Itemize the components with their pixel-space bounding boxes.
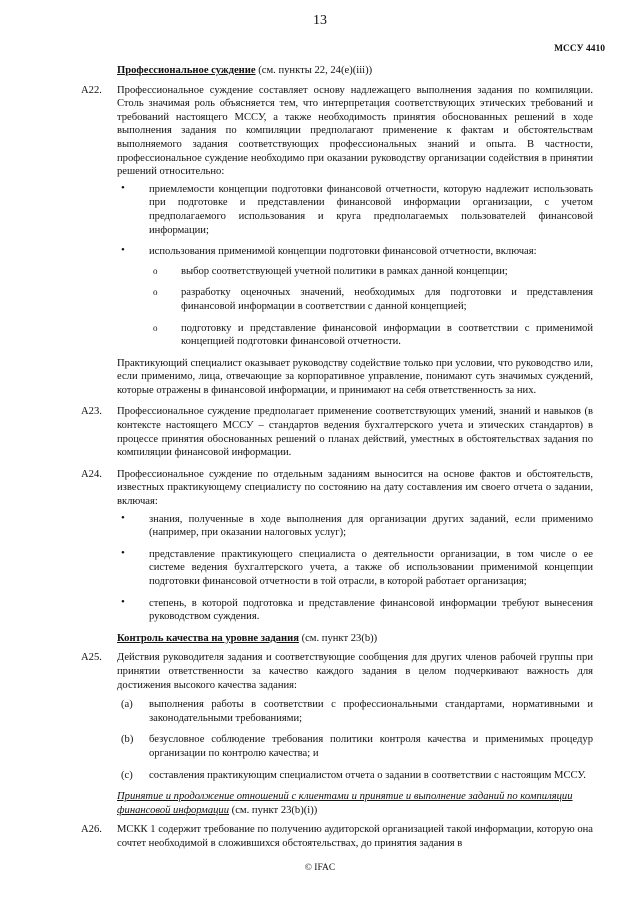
bullet-icon: • [121, 511, 125, 524]
paragraph-text: Профессиональное суждение по отдельным заданиям выносится на основе фактов и обстоятельств, известных практикующему специалисту по состоянию на дату составления им своего отчета о задании, включая: [117, 468, 593, 508]
item-letter: (b) [121, 734, 134, 746]
paragraph-a26 [81, 823, 593, 850]
paragraph-a25 [81, 651, 593, 782]
paragraph-a23 [81, 405, 593, 459]
paragraph-text: МСКК 1 содержит требование по получению аудиторской организацией такой информации, которую она сочтет необходимой в сложившихся обстоятельствах, до принятия задания в [117, 824, 593, 849]
section-heading-quality-control [117, 632, 593, 646]
paragraph-number: A23. [81, 406, 102, 418]
sub-list [149, 265, 593, 349]
sub-list-item: o выбор соответствующей учетной политики в рамках данной концепции; [153, 265, 508, 277]
list-item: (b) безусловное соблюдение требования политики контроля качества и применимых процедур организации по контролю качества; и [121, 734, 593, 759]
list-item: • представление практикующего специалиста о деятельности организации, в том числе о ее системе ведения бухгалтерского учета, а также об использовании применимой концепции подготовки финансовой отчетности в той отрасли, в которой работает организация; [121, 546, 593, 587]
list-item: • степень, в которой подготовка и представление финансовой информации требуют вынесения руководством суждения. [121, 595, 593, 623]
paragraph-a22 [81, 84, 593, 398]
page-content [81, 64, 593, 859]
heading-title: Принятие и продолжение отношений с клиентами и принятие и выполнение заданий по компиляции финансовой информации [117, 791, 573, 816]
sub-list-item: o разработку оценочных значений, необходимых для подготовки и представления финансовой информации в соответствии с данной концепцией; [153, 287, 593, 312]
document-id: МССУ 4410 [554, 44, 605, 54]
list-item: • приемлемости концепции подготовки финансовой отчетности, которую надлежит использовать при подготовке и представлении финансовой информации организации, с учетом предполагаемого использования и круга предполагаемых пользователей финансовой информации; [121, 181, 593, 236]
paragraph-text: Профессиональное суждение составляет основу надлежащего выполнения задания по компиляции. Столь значимая роль объясняется тем, что интерпретация соответствующих этических требований и требований настоящего МССУ, а также необходимость принятия обоснованных решений в ходе выполнения задания по компиляции предполагают применение к фактам и обстоятельствам выполняемого задания соответствующих профессиональных знаний и опыта. В частности, профессиональное суждение необходимо при оказании руководству организации содействия в принятии решений относительно: [117, 84, 593, 178]
sub-list-item: o подготовку и представление финансовой информации в соответствии с применимой концепцией подготовки финансовой отчетности. [153, 322, 593, 348]
lettered-list [117, 698, 593, 782]
list-item: • использования применимой концепции подготовки финансовой отчетности, включая: o выбор соответствующей учетной политики в рамках данной концепции; o разработку оценочных значений, необходимых для подготовки и представления финансовой информации в соответствии с данной концепцией; o подготовку и представление финансовой информации в соответствии с применимой концепцией подготовки финансовой отчетности. [121, 244, 593, 348]
list-item: (a) выполнения работы в соответствии с профессиональными стандартами, нормативными и законодательными требованиями; [121, 699, 593, 724]
item-letter: (c) [121, 769, 133, 781]
heading-reference: (см. пункт 23(b)(i)) [229, 804, 318, 816]
circle-bullet-icon: o [153, 265, 158, 276]
item-letter: (a) [121, 699, 133, 711]
circle-bullet-icon: o [153, 322, 158, 333]
list-item: • знания, полученные в ходе выполнения для организации других заданий, если применимо (например, при оказании налоговых услуг); [121, 511, 593, 539]
heading-reference: (см. пункт 23(b)) [298, 632, 378, 644]
paragraph-number: A26. [81, 824, 102, 836]
page-number: 13 [313, 13, 327, 28]
paragraph-text: Действия руководителя задания и соответствующие сообщения для других членов рабочей группы при принятии ответственности за качество каждого задания в целом подчеркивают важность для достижения высокого качества задания: [117, 652, 593, 691]
paragraph-closing-text: Практикующий специалист оказывает руководству содействие только при условии, что руководство или, если применимо, лица, отвечающие за корпоративное управление, понимают суть значимых суждений, которые отражены в финансовой информации, и принимают на себя ответственность за них. [117, 357, 593, 396]
paragraph-number: A25. [81, 652, 102, 664]
footer-copyright: © IFAC [304, 863, 336, 873]
bullet-list [117, 513, 593, 624]
bullet-icon: • [121, 244, 125, 257]
section-heading-professional-judgment [117, 64, 593, 78]
heading-title: Профессиональное суждение [117, 65, 256, 76]
heading-reference: (см. пункты 22, 24(e)(iii)) [255, 65, 373, 76]
paragraph-number: A24. [81, 468, 102, 480]
bullet-icon: • [121, 181, 125, 194]
paragraph-a24 [81, 468, 593, 624]
bullet-icon: • [121, 595, 125, 608]
list-item: (c) составления практикующим специалистом отчета о задании в соответствии с настоящим МССУ. [121, 769, 586, 781]
circle-bullet-icon: o [153, 287, 158, 298]
bullet-icon: • [121, 546, 125, 559]
bullet-list [117, 183, 593, 349]
paragraph-text: Профессиональное суждение предполагает применение соответствующих умений, знаний и навыков (в контексте настоящего МССУ – стандартов ведения бухгалтерского учета и этических стандартов) в процессе принятия обоснованных решений о планах действий, уместных в обстоятельствах задания по компиляции финансовой информации. [117, 406, 593, 459]
paragraph-number: A22. [81, 84, 102, 96]
heading-title: Контроль качества на уровне задания [117, 632, 299, 644]
section-heading-client-acceptance [117, 790, 593, 817]
